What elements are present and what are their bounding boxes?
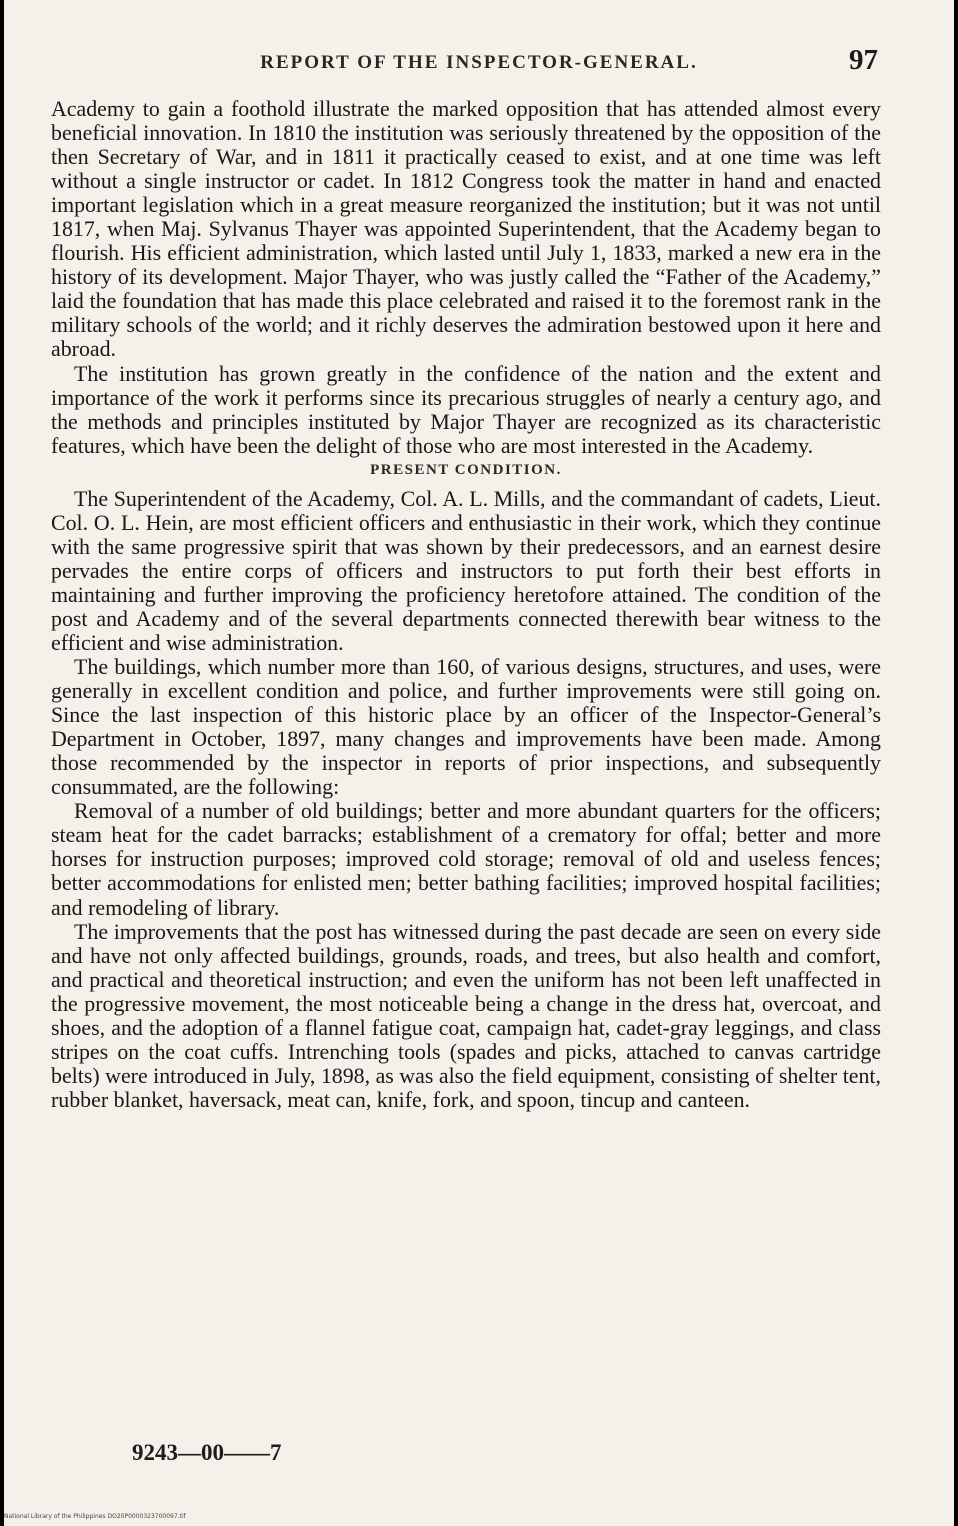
- document-page: [4, 0, 954, 1526]
- section-heading: PRESENT CONDITION.: [370, 461, 562, 478]
- page-number: 97: [849, 44, 878, 76]
- paragraph-superintendent: The Superintendent of the Academy, Col. A. L. Mills, and the commandant of cadets, Lieut. Col. O. L. Hein, are most efficient officers and enthusiastic in their work, which they continue with the same progressive spirit that was shown by their predecessors, and an earnest desire pervades the entire corps of officers and instructors to put forth their best efforts in maintaining and further improving the proficiency heretofore attained. The condition of the post and Academy and of the several departments connected therewith bear witness to the efficient and wise administration.: [51, 485, 881, 655]
- running-head: [4, 44, 954, 84]
- paragraph-buildings: The buildings, which number more than 160, of various designs, structures, and uses, were generally in excellent condition and police, and further improvements were still going on. Since the last inspection of this historic place by an officer of the Inspector-General’s Department in October, 1897, many changes and improvements have been made. Among those recommended by the inspector in reports of prior inspections, and subsequently consummated, are the following:: [51, 654, 881, 800]
- paragraph-improvements: The improvements that the post has witnessed during the past decade are seen on every side and have not only affected buildings, grounds, roads, and trees, but also health and comfort, and practical and theoretical instruction; and even the uniform has not been left unaffected in the progressive movement, the most noticeable being a change in the dress hat, overcoat, and shoes, and the adoption of a flannel fatigue coat, campaign hat, cadet-gray leggings, and class stripes on the coat cuffs. Intrenching tools (spades and picks, attached to canvas cartridge belts) were introduced in July, 1898, as was also the field equipment, consisting of shelter tent, rubber blanket, haversack, meat can, knife, fork, and spoon, tincup and canteen.: [51, 918, 881, 1112]
- running-title: REPORT OF THE INSPECTOR-GENERAL.: [260, 52, 698, 73]
- scan-credit: National Library of the Philippines DO20P0000323700097.tif: [4, 1513, 186, 1520]
- paragraph-history: Academy to gain a foothold illustrate the marked opposition that has attended almost every beneficial innovation. In 1810 the institution was seriously threatened by the opposition of the then Secretary of War, and in 1811 it practically ceased to exist, and at one time was left without a single instructor or cadet. In 1812 Congress took the matter in hand and enacted important legislation which in a great measure reorganized the institution; but it was not until 1817, when Maj. Sylvanus Thayer was appointed Superintendent, that the Academy began to flourish. His efficient administration, which lasted until July 1, 1833, marked a new era in the history of its development. Major Thayer, who was justly called the “Father of the Academy,” laid the foundation that has made this place celebrated and raised it to the foremost rank in the military schools of the world; and it richly deserves the admiration bestowed upon it here and abroad.: [51, 96, 881, 362]
- printer-signature-mark: 9243—00——7: [132, 1440, 282, 1465]
- paragraph-removals: Removal of a number of old buildings; better and more abundant quarters for the officers; steam heat for the cadet barracks; establishment of a crematory for offal; better and more horses for instruction purposes; improved cold storage; removal of old and useless fences; better accommodations for enlisted men; better bathing facilities; improved hospital facilities; and remodeling of library.: [51, 798, 881, 920]
- paragraph-institution: The institution has grown greatly in the confidence of the nation and the extent and importance of the work it performs since its precarious struggles of nearly a century ago, and the methods and principles instituted by Major Thayer are recognized as its characteristic features, which have been the delight of those who are most interested in the Academy.: [51, 360, 881, 458]
- body-text: [51, 97, 881, 1112]
